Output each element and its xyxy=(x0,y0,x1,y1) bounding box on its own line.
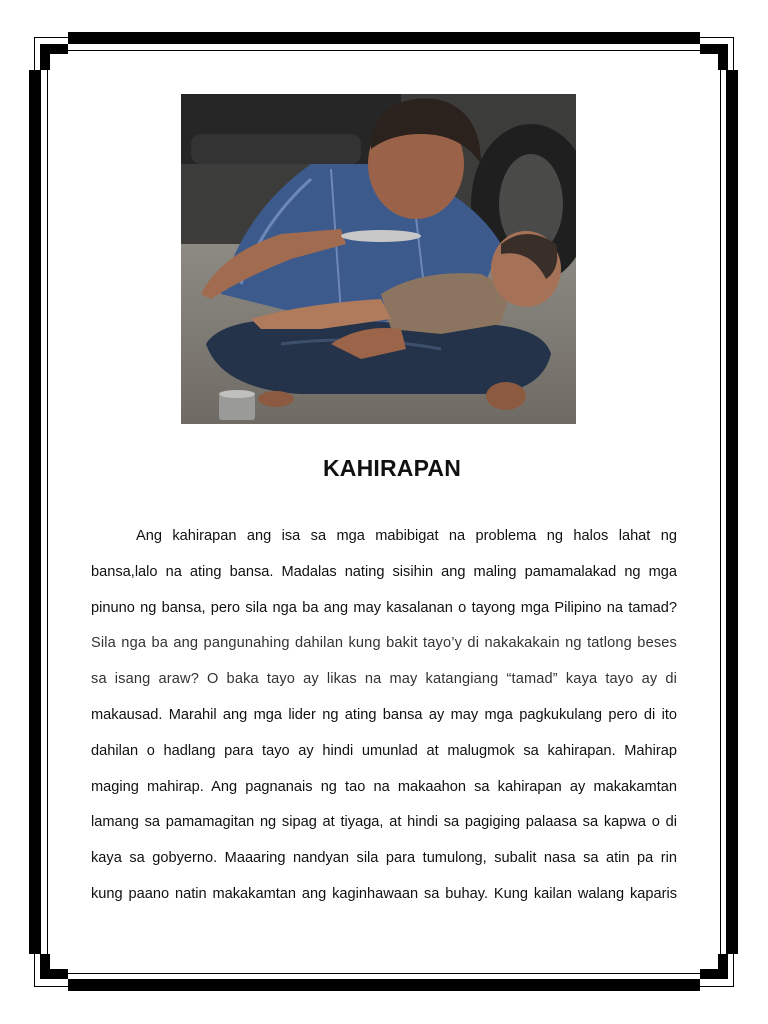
paragraph-line: pinuno ng bansa, pero sila nga ba ang may kasalanan o tayong mga Pilipino na tamad? xyxy=(91,599,677,616)
photo-illustration xyxy=(181,94,576,424)
paragraph-line: maging mahirap. Ang pagnanais ng tao na makaahon sa kahirapan ay makakamtan xyxy=(91,778,677,795)
paragraph-line: kung paano natin makakamtan ang kaginhawaan sa buhay. Kung kailan walang kaparis xyxy=(91,885,677,902)
border-corner-tr-v xyxy=(718,44,728,70)
border-corner-tl-v xyxy=(40,44,50,70)
paragraph-line: kaya sa gobyerno. Maaaring nandyan sila para tumulong, subalit nasa sa atin pa rin xyxy=(91,850,677,867)
document-title: KAHIRAPAN xyxy=(322,455,462,481)
cover-photo xyxy=(181,94,576,424)
border-bottom-bar xyxy=(68,979,700,991)
paragraph-line: makausad. Marahil ang mga lider ng ating bansa ay may mga pagkukulang pero di ito xyxy=(91,706,677,723)
paragraph-line: Sila nga ba ang pangunahing dahilan kung bakit tayo’y di nakakakain ng tatlong beses xyxy=(91,635,677,652)
paragraph-line: lamang sa pamamagitan ng sipag at tiyaga, at hindi sa pagiging palaasa sa kapwa o di xyxy=(91,814,677,831)
border-corner-br-v xyxy=(718,954,728,979)
border-left-bar xyxy=(29,70,41,954)
paragraph-line: sa isang araw? O baka tayo ay likas na may katangiang “tamad” kaya tayo ay di xyxy=(91,671,677,688)
paragraph-line: Ang kahirapan ang isa sa mga mabibigat na problema ng halos lahat ng xyxy=(136,528,677,544)
paragraph-line: bansa,lalo na ating bansa. Madalas nating sisihin ang maling pamamalakad ng mga xyxy=(91,563,677,580)
border-top-bar xyxy=(68,32,700,44)
body-paragraph xyxy=(91,519,677,913)
border-corner-bl-v xyxy=(40,954,50,979)
paragraph-line: dahilan o hadlang para tayo ay hindi umunlad at malugmok sa kahirapan. Mahirap xyxy=(91,742,677,759)
border-right-bar xyxy=(726,70,738,954)
